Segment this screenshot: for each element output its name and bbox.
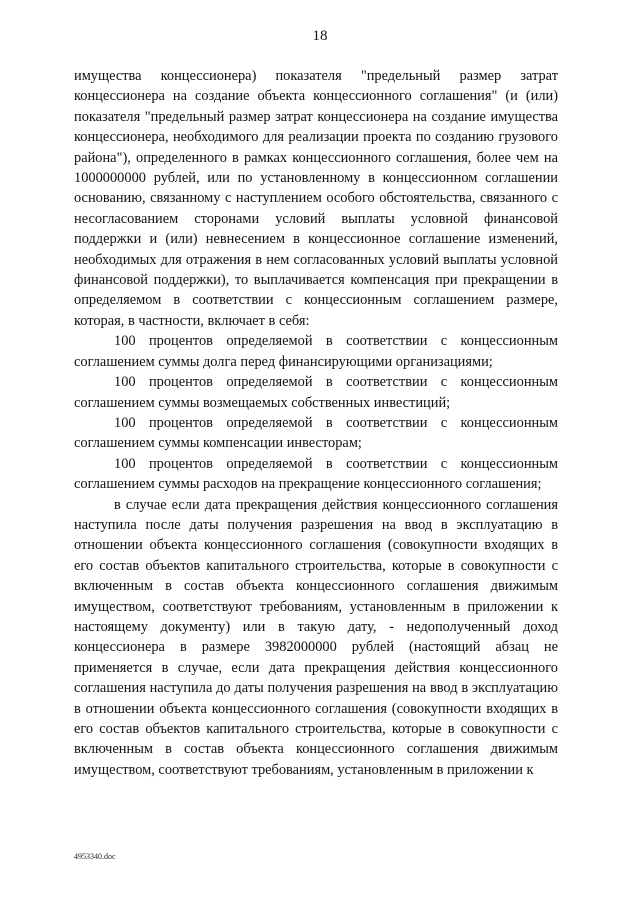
paragraph-termination-costs-item: 100 процентов определяемой в соответствии с концессионным соглашением суммы расходов на прекращение концессионного соглашения; [74, 455, 558, 493]
paragraph-continuation: имущества концессионера) показателя "предельный размер затрат концессионера на создание объекта концессионного соглашения" (и (или) показателя "предельный размер затрат концессионера на создание имущества концессионера, необходимого для реализации проекта по созданию грузового района"), определенного в рамках концессионного соглашения, более чем на 1000000000 рублей, или по установленному в концессионном соглашении основанию, связанному с наступлением особого обстоятельства, связанного с несогласованием сторонами условий выплаты условной финансовой поддержки и (или) невнесением в концессионное соглашение изменений, необходимых для отражения в нем согласованных условий выплаты условной финансовой поддержки), то выплачивается компенсация при прекращении в определяемом в соответствии с концессионным соглашением размере, которая, в частности, включает в себя: [74, 68, 558, 329]
paragraph-debt-item: 100 процентов определяемой в соответствии с концессионным соглашением суммы долга перед финансирующими организациями; [74, 333, 558, 370]
paragraph-investor-compensation-item: 100 процентов определяемой в соответствии с концессионным соглашением суммы компенсации инвесторам; [74, 414, 558, 452]
paragraph-investments-item: 100 процентов определяемой в соответствии с концессионным соглашением суммы возмещаемых собственных инвестиций; [74, 374, 558, 411]
paragraph-lost-income-item: в случае если дата прекращения действия концессионного соглашения наступила после даты получения разрешения на ввод в эксплуатацию в отношении объекта концессионного соглашения (совокупности входящих в его состав объектов капитального строительства, которые в совокупности с включенным в состав объекта концессионного соглашения движимым имуществом, соответствуют требованиям, установленным в приложении к настоящему документу) или в такую дату, - недополученный доход концессионера в размере 3982000000 рублей (настоящий абзац не применяется в случае, если дата прекращения действия концессионного соглашения наступила до даты получения разрешения на ввод в эксплуатацию в отношении объекта концессионного соглашения (совокупности входящих в его состав объектов капитального строительства, которые в совокупности с включенным в состав объекта концессионного соглашения движимым имуществом, соответствуют требованиям, установленным в приложении к [74, 496, 558, 778]
document-file-id: 4953340.doc [74, 852, 116, 861]
document-body [74, 66, 558, 780]
page-number: 18 [312, 28, 328, 44]
